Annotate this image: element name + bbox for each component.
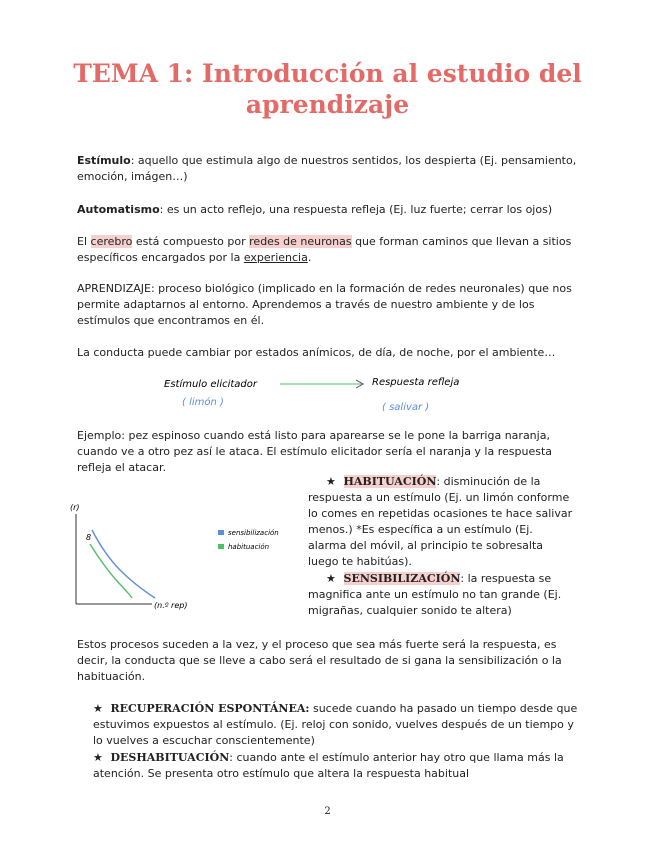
cerebro-text-2: está compuesto por — [132, 235, 250, 248]
star-bullet-icon: ★ — [93, 751, 103, 764]
deshabituacion-item — [93, 750, 585, 782]
habituation-sensitization-graph — [60, 500, 300, 620]
sensibilizacion-text: : la respuesta se magnifica ante un estímulo no tan grande (Ej. migrañas, cualquier sonido te altera) — [308, 572, 562, 617]
habituacion-item — [308, 474, 573, 570]
experiencia-underline: experiencia — [243, 251, 308, 264]
cerebro-paragraph — [77, 234, 582, 266]
diagram-right-label: Respuesta refleja — [372, 377, 460, 388]
graph-x-label: (n.º rep) — [154, 601, 188, 610]
habituacion-term: HABITUACIÓN — [343, 475, 437, 488]
legend-label-habituacion: habituación — [228, 543, 270, 551]
graph-y-label: (r) — [70, 503, 80, 512]
cerebro-text-1: El — [77, 235, 91, 248]
star-bullet-icon: ★ — [326, 475, 336, 488]
recuperacion-text: sucede cuando ha pasado un tiempo desde que estuvimos expuestos al estímulo. (Ej. reloj con sonido, vuelves después de un tiempo y lo vuelves a escuchar conscientemente) — [93, 702, 578, 747]
cerebro-highlight: cerebro — [90, 235, 133, 248]
graph-point-label: 8 — [86, 533, 92, 542]
aprendizaje-paragraph: APRENDIZAJE: proceso biológico (implicado en la formación de redes neuronales) que nos permite adaptarnos al entorno. Aprendemos a través de nuestro ambiente y de los estímulos que encontramos en él. — [77, 282, 572, 327]
page-title: TEMA 1: Introducción al estudio del aprendizaje — [73, 59, 582, 119]
estimulo-term: Estímulo — [77, 154, 131, 167]
star-bullet-icon: ★ — [93, 702, 103, 715]
estimulo-text: : aquello que estimula algo de nuestros sentidos, los despierta (Ej. pensamiento, emoción, imágen…) — [77, 154, 577, 183]
star-bullet-icon: ★ — [326, 572, 336, 585]
automatismo-paragraph — [77, 202, 582, 218]
diagram-left-label: Estímulo elicitador — [164, 379, 257, 390]
redes-highlight: redes de neuronas — [249, 235, 352, 248]
conducta-paragraph: La conducta puede cambiar por estados anímicos, de día, de noche, por el ambiente… — [77, 346, 556, 359]
legend-swatch-sensibilizacion — [218, 530, 224, 535]
page-number: 2 — [324, 806, 331, 817]
cerebro-text-4: . — [307, 251, 312, 264]
estimulo-paragraph — [77, 153, 582, 185]
deshabituacion-term: DESHABITUACIÓN — [110, 751, 230, 764]
sensibilizacion-term: SENSIBILIZACIÓN — [343, 572, 461, 585]
diagram-left-example: ( limón ) — [182, 397, 224, 408]
stimulus-response-diagram — [160, 372, 470, 418]
deshabituacion-text: : cuando ante el estímulo anterior hay otro que llama más la atención. Se presenta otro estímulo que altera la respuesta habitual — [93, 751, 564, 780]
recuperacion-term: RECUPERACIÓN ESPONTÁNEA: — [110, 702, 310, 715]
habituation-curve — [90, 544, 132, 598]
diagram-right-example: ( salivar ) — [382, 402, 430, 413]
recuperacion-item — [93, 701, 585, 749]
automatismo-text: : es un acto reflejo, una respuesta refleja (Ej. luz fuerte; cerrar los ojos) — [159, 203, 553, 216]
legend-label-sensibilizacion: sensibilización — [228, 529, 279, 537]
habituacion-text: : disminución de la respuesta a un estímulo (Ej. un limón conforme lo comes en repetidas ocasiones te hace salivar menos.) *Es específica a un estímulo (Ej. alarma del móvil, al principio te sobresalta luego te habitúas). — [308, 475, 573, 568]
sensibilizacion-item — [308, 571, 573, 619]
legend-swatch-habituacion — [218, 544, 224, 549]
automatismo-term: Automatismo — [77, 203, 160, 216]
ejemplo-paragraph: Ejemplo: pez espinoso cuando está listo para aparearse se le pone la barriga naranja, cuando ve a otro pez así le ataca. El estímulo elicitador sería el naranja y la respuesta refleja el atacar. — [77, 429, 553, 474]
cerebro-text-3: que forman caminos que llevan a sitios específicos encargados por la — [77, 235, 572, 264]
procesos-paragraph: Estos procesos suceden a la vez, y el proceso que sea más fuerte será la respuesta, es decir, la conducta que se lleve a cabo será el resultado de si gana la sensibilización o la habituación. — [77, 638, 562, 683]
